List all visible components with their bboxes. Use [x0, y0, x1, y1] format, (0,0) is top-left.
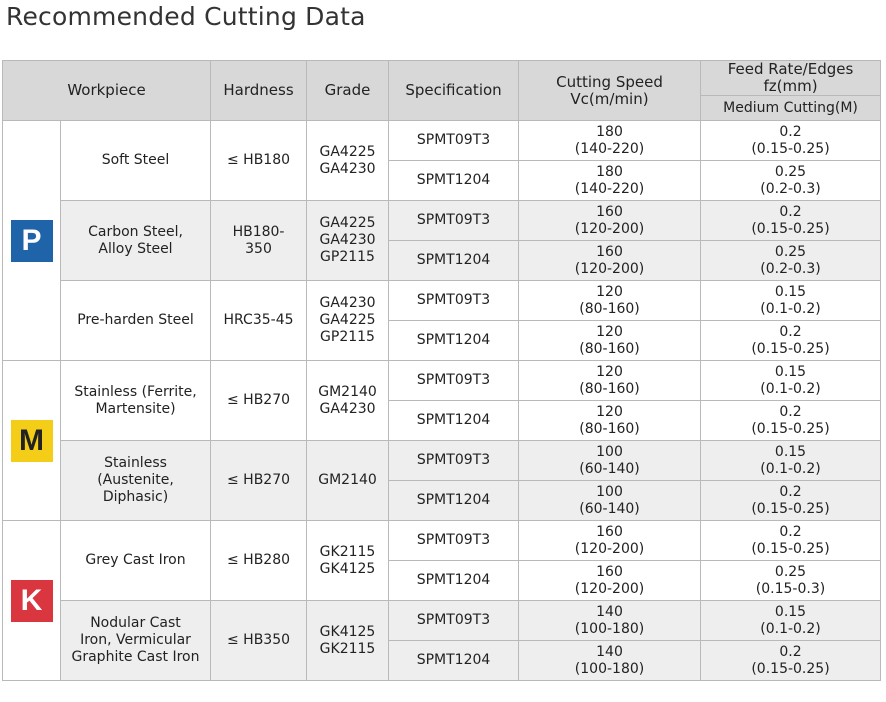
workpiece-cell — [61, 361, 211, 441]
cutting-speed-cell-value: 100 — [596, 483, 623, 500]
feed-rate-cell — [701, 121, 881, 161]
hardness-cell — [211, 121, 307, 201]
cutting-speed-cell-value: 140 — [596, 603, 623, 620]
workpiece-cell-line: Soft Steel — [101, 152, 170, 168]
grade-cell — [307, 121, 389, 201]
cutting-speed-cell-value: 120 — [596, 403, 623, 420]
feed-rate-cell-value: 0.2 — [779, 483, 802, 500]
feed-rate-cell — [701, 441, 881, 481]
workpiece-cell-line: Graphite Cast Iron — [71, 649, 200, 665]
hardness-cell-line: 350 — [245, 240, 272, 257]
hardness-cell-line: ≤ HB270 — [226, 472, 291, 488]
specification-cell: SPMT1204 — [389, 241, 519, 281]
cutting-speed-cell — [519, 401, 701, 441]
grade-cell-line: GK2115 — [319, 543, 376, 560]
feed-rate-cell-range: (0.1-0.2) — [760, 300, 821, 317]
grade-cell-line: GA4225 — [319, 143, 376, 160]
workpiece-cell — [61, 601, 211, 681]
specification-cell: SPMT09T3 — [389, 121, 519, 161]
grade-cell-line: GA4225 — [319, 215, 376, 231]
cutting-speed-cell-range: (120-200) — [574, 220, 645, 237]
cutting-speed-cell — [519, 361, 701, 401]
iso-badge-k: K — [11, 580, 53, 622]
specification-cell: SPMT09T3 — [389, 281, 519, 321]
specification-cell: SPMT09T3 — [389, 361, 519, 401]
cutting-speed-cell — [519, 121, 701, 161]
hardness-cell — [211, 441, 307, 521]
grade-cell — [307, 281, 389, 361]
cutting-speed-cell-range: (60-140) — [579, 460, 640, 477]
cutting-speed-cell — [519, 321, 701, 361]
feed-rate-cell-range: (0.1-0.2) — [760, 380, 821, 397]
cutting-speed-cell-range: (120-200) — [574, 260, 645, 277]
workpiece-cell-line: Iron, Vermicular — [80, 632, 191, 648]
cutting-speed-cell — [519, 241, 701, 281]
cutting-speed-cell — [519, 161, 701, 201]
feed-rate-cell-value: 0.15 — [774, 443, 807, 460]
table-row — [3, 121, 881, 161]
feed-rate-cell-range: (0.15-0.25) — [751, 660, 830, 677]
header-medium-cutting: Medium Cutting(M) — [701, 96, 881, 121]
hardness-cell — [211, 521, 307, 601]
table-row — [3, 521, 881, 561]
workpiece-cell — [61, 281, 211, 361]
cutting-speed-cell-value: 160 — [596, 203, 623, 220]
cutting-speed-cell-value: 100 — [596, 443, 623, 460]
cutting-speed-cell-value: 160 — [596, 243, 623, 260]
header-workpiece: Workpiece — [3, 61, 211, 121]
feed-rate-cell-range: (0.15-0.25) — [751, 220, 830, 237]
header-feed-rate — [701, 61, 881, 96]
iso-badge-m: M — [11, 420, 53, 462]
specification-cell: SPMT1204 — [389, 401, 519, 441]
cutting-speed-cell-value: 180 — [596, 163, 623, 180]
iso-group-cell — [3, 521, 61, 681]
cutting-data-table — [2, 60, 881, 681]
feed-rate-cell — [701, 281, 881, 321]
feed-rate-cell-range: (0.2-0.3) — [760, 260, 821, 277]
grade-cell-line: GK2115 — [319, 640, 376, 657]
table-row — [3, 201, 881, 241]
header-cutting-speed-line: Cutting Speed — [556, 72, 663, 91]
table-row — [3, 281, 881, 321]
cutting-speed-cell-range: (80-160) — [579, 340, 640, 357]
cutting-speed-cell-range: (140-220) — [574, 180, 645, 197]
feed-rate-cell — [701, 601, 881, 641]
cutting-speed-cell-range: (100-180) — [574, 660, 645, 677]
workpiece-cell-line: Alloy Steel — [98, 240, 173, 257]
cutting-speed-cell — [519, 201, 701, 241]
page-title: Recommended Cutting Data — [6, 2, 366, 31]
feed-rate-cell-range: (0.15-0.25) — [751, 500, 830, 517]
feed-rate-cell-value: 0.15 — [774, 283, 807, 300]
feed-rate-cell-value: 0.2 — [779, 203, 802, 220]
specification-cell: SPMT09T3 — [389, 601, 519, 641]
feed-rate-cell — [701, 241, 881, 281]
workpiece-cell-line: (Austenite, — [97, 472, 174, 488]
table-row — [3, 601, 881, 641]
grade-cell-line: GA4230 — [319, 295, 376, 311]
feed-rate-cell — [701, 521, 881, 561]
feed-rate-cell-range: (0.15-0.25) — [751, 140, 830, 157]
grade-cell-line: GM2140 — [318, 472, 377, 488]
feed-rate-cell-range: (0.15-0.25) — [751, 340, 830, 357]
feed-rate-cell — [701, 641, 881, 681]
feed-rate-cell-value: 0.2 — [779, 523, 802, 540]
grade-cell-line: GA4225 — [319, 312, 376, 328]
grade-cell-line: GK4125 — [319, 623, 376, 640]
hardness-cell — [211, 201, 307, 281]
workpiece-cell-line: Stainless (Ferrite, — [74, 383, 197, 400]
grade-cell-line: GA4230 — [319, 160, 376, 177]
cutting-speed-cell — [519, 481, 701, 521]
hardness-cell — [211, 361, 307, 441]
feed-rate-cell-value: 0.2 — [779, 643, 802, 660]
cutting-speed-cell-range: (60-140) — [579, 500, 640, 517]
specification-cell: SPMT09T3 — [389, 441, 519, 481]
cutting-speed-cell — [519, 601, 701, 641]
feed-rate-cell — [701, 481, 881, 521]
grade-cell — [307, 521, 389, 601]
header-grade: Grade — [307, 61, 389, 121]
cutting-speed-cell-value: 140 — [596, 643, 623, 660]
cutting-speed-cell-value: 120 — [596, 323, 623, 340]
workpiece-cell-line: Stainless — [104, 455, 167, 471]
table-row — [3, 361, 881, 401]
hardness-cell-line: ≤ HB280 — [226, 552, 291, 568]
feed-rate-cell-range: (0.15-0.25) — [751, 420, 830, 437]
workpiece-cell — [61, 121, 211, 201]
workpiece-cell-line: Carbon Steel, — [88, 223, 183, 240]
feed-rate-cell-range: (0.15-0.3) — [755, 580, 826, 597]
header-specification: Specification — [389, 61, 519, 121]
cutting-speed-cell-range: (120-200) — [574, 580, 645, 597]
cutting-speed-cell — [519, 561, 701, 601]
workpiece-cell-line: Grey Cast Iron — [85, 552, 186, 568]
specification-cell: SPMT1204 — [389, 641, 519, 681]
feed-rate-cell-value: 0.2 — [779, 123, 802, 140]
cutting-speed-cell-range: (80-160) — [579, 380, 640, 397]
hardness-cell-line: ≤ HB180 — [226, 152, 291, 168]
cutting-speed-cell-value: 120 — [596, 363, 623, 380]
cutting-speed-cell — [519, 281, 701, 321]
grade-cell — [307, 601, 389, 681]
header-hardness: Hardness — [211, 61, 307, 121]
grade-cell-line: GA4230 — [319, 400, 376, 417]
cutting-speed-cell-range: (120-200) — [574, 540, 645, 557]
hardness-cell-line: HB180- — [232, 223, 285, 240]
iso-group-cell — [3, 361, 61, 521]
workpiece-cell-line: Diphasic) — [102, 489, 169, 505]
hardness-cell-line: ≤ HB270 — [226, 392, 291, 408]
feed-rate-cell-range: (0.1-0.2) — [760, 460, 821, 477]
feed-rate-cell-value: 0.25 — [774, 563, 807, 580]
header-feed-rate-unit: fz(mm) — [763, 77, 818, 95]
feed-rate-cell — [701, 201, 881, 241]
feed-rate-cell-value: 0.15 — [774, 363, 807, 380]
cutting-speed-cell — [519, 641, 701, 681]
grade-cell-line: GM2140 — [318, 383, 377, 400]
grade-cell-line: GA4230 — [319, 232, 376, 248]
hardness-cell — [211, 281, 307, 361]
feed-rate-cell — [701, 321, 881, 361]
feed-rate-cell-value: 0.15 — [774, 603, 807, 620]
workpiece-cell-line: Martensite) — [95, 400, 176, 417]
workpiece-cell-line: Nodular Cast — [90, 615, 181, 631]
grade-cell — [307, 361, 389, 441]
specification-cell: SPMT09T3 — [389, 201, 519, 241]
cutting-speed-cell — [519, 441, 701, 481]
header-cutting-speed-unit: Vc(m/min) — [570, 89, 649, 108]
header-cutting-speed — [519, 61, 701, 121]
specification-cell: SPMT1204 — [389, 321, 519, 361]
cutting-speed-cell-value: 180 — [596, 123, 623, 140]
cutting-speed-cell-value: 120 — [596, 283, 623, 300]
feed-rate-cell-value: 0.25 — [774, 163, 807, 180]
feed-rate-cell — [701, 161, 881, 201]
feed-rate-cell — [701, 361, 881, 401]
header-feed-rate-line: Feed Rate/Edges — [727, 60, 854, 78]
workpiece-cell-line: Pre-harden Steel — [77, 312, 194, 328]
specification-cell: SPMT1204 — [389, 561, 519, 601]
feed-rate-cell — [701, 561, 881, 601]
cutting-speed-cell-range: (100-180) — [574, 620, 645, 637]
workpiece-cell — [61, 441, 211, 521]
iso-badge-p: P — [11, 220, 53, 262]
specification-cell: SPMT1204 — [389, 481, 519, 521]
grade-cell — [307, 201, 389, 281]
feed-rate-cell-range: (0.15-0.25) — [751, 540, 830, 557]
hardness-cell-line: ≤ HB350 — [226, 632, 291, 648]
cutting-speed-cell-range: (140-220) — [574, 140, 645, 157]
specification-cell: SPMT09T3 — [389, 521, 519, 561]
hardness-cell — [211, 601, 307, 681]
grade-cell-line: GP2115 — [320, 329, 375, 345]
grade-cell-line: GP2115 — [320, 249, 375, 265]
cutting-speed-cell — [519, 521, 701, 561]
specification-cell: SPMT1204 — [389, 161, 519, 201]
workpiece-cell — [61, 521, 211, 601]
table-row — [3, 441, 881, 481]
feed-rate-cell-range: (0.2-0.3) — [760, 180, 821, 197]
hardness-cell-line: HRC35-45 — [223, 312, 294, 328]
workpiece-cell — [61, 201, 211, 281]
feed-rate-cell-value: 0.2 — [779, 323, 802, 340]
iso-group-cell — [3, 121, 61, 361]
grade-cell-line: GK4125 — [319, 560, 376, 577]
feed-rate-cell-value: 0.2 — [779, 403, 802, 420]
cutting-speed-cell-value: 160 — [596, 563, 623, 580]
feed-rate-cell-range: (0.1-0.2) — [760, 620, 821, 637]
cutting-speed-cell-range: (80-160) — [579, 420, 640, 437]
cutting-speed-cell-range: (80-160) — [579, 300, 640, 317]
feed-rate-cell — [701, 401, 881, 441]
grade-cell — [307, 441, 389, 521]
cutting-speed-cell-value: 160 — [596, 523, 623, 540]
feed-rate-cell-value: 0.25 — [774, 243, 807, 260]
